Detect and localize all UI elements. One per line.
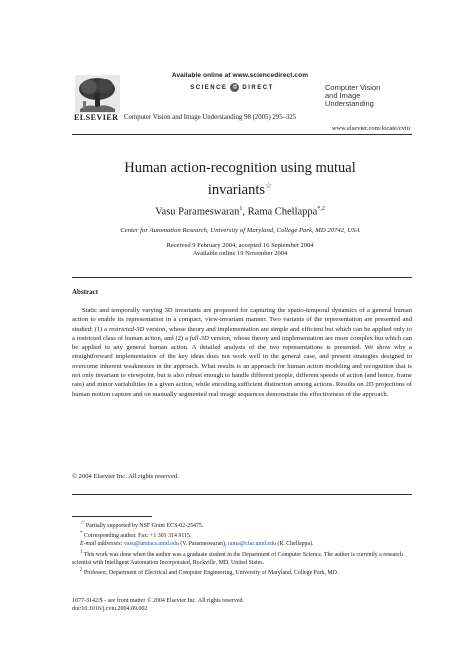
footnote-rule: [72, 516, 152, 517]
author-separator: ,: [242, 206, 248, 218]
elsevier-tree-logo: [75, 75, 120, 113]
abstract-copyright: © 2004 Elsevier Inc. All rights reserved.: [72, 473, 179, 480]
author-2: Rama Chellappa: [247, 206, 318, 218]
title-line-1: Human action-recognition using mutual: [124, 160, 356, 176]
front-matter: [72, 597, 244, 613]
sciencedirect-right: DIRECT: [242, 85, 274, 92]
footnote-4-text: This work was done when the author was a graduate student in the Department of Computer Science. The author is currently a research scientist with Intelligent Automation Incorporated, Rockville, MD, United States.: [72, 551, 403, 566]
journal-logo-line2: and Image: [325, 91, 361, 100]
abstract-part-c: version, whose theory and implementation are more complex but which can be applied to any general human action. A detailed analysis of the two representations is presented. We show why a straightforward implementation of the key ideas does not work well in the general case, and present strategies designed to overcome inherent weaknesses in the approach. What results is an approach for human action modeling and recognition that is not only invariant to viewpoint, but is also robust enough to handle different people, different speeds of action (and hence, frame rate) and minor variabilities in a given action, while encoding sufficient distinction among actions. Results on 2D projections of human motion capture and on manually segmented real image sequences demonstrate the effectiveness of the approach.: [72, 334, 412, 398]
footnote-2: [72, 530, 412, 540]
sciencedirect-left: SCIENCE: [190, 85, 228, 92]
article-dates: [80, 242, 400, 258]
author-1-mark[interactable]: 1: [239, 206, 243, 212]
author-1: Vasu Parameswaran: [155, 206, 240, 218]
journal-url[interactable]: www.elsevier.com/locate/cviu: [331, 125, 410, 132]
abstract-part-a: Static and temporally varying 3D invariants are proposed for capturing the spatio-temporal dynamics of a general human action to enable its representation in a compact, view-invariant manner. Two variants of the representation are presented and studied: (1) a: [72, 307, 412, 333]
footnote-2-mark: *: [80, 531, 83, 537]
journal-logo: [325, 84, 405, 108]
abstract-heading: Abstract: [72, 288, 99, 296]
footnote-1-mark: ☆: [80, 521, 85, 526]
header-rule: [72, 134, 412, 135]
footnote-1-text: Partially supported by NSF Grant ECS-02-25475.: [84, 522, 204, 529]
doi-line[interactable]: doi:10.1016/j.cviu.2004.09.002: [72, 606, 148, 612]
footnote-2-text: Corresponding author. Fax: +1 301 314 9115.: [82, 533, 192, 540]
email-label: E-mail addresses:: [80, 541, 123, 548]
journal-logo-line3: Understanding: [325, 99, 374, 108]
email-link-1[interactable]: vasu@umiacs.umd.edu: [123, 541, 179, 548]
abstract-top-rule: [72, 277, 412, 278]
abstract-part-b: version, whose theory and implementation are simple and efficient but which can be applied only to a restricted class of human action, and (2) a: [72, 325, 412, 342]
title-footnote-mark[interactable]: ☆: [265, 181, 273, 190]
author-2-mark[interactable]: *,2: [317, 206, 325, 212]
received-date: Received 9 February 2004; accepted 16 September 2004: [166, 242, 314, 249]
footnote-5-text: Professor, Department of Electrical and Computer Engineering, University of Maryland, College Park, MD.: [82, 569, 339, 576]
journal-reference: Computer Vision and Image Understanding 98 (2005) 295–325: [124, 114, 297, 121]
available-date: Available online 19 November 2004: [192, 250, 288, 257]
abstract-emphasis-1: restricted-3D: [108, 325, 145, 333]
footnote-1: [72, 520, 412, 530]
footnote-4-mark: 1: [80, 549, 83, 555]
abstract-text: [72, 306, 412, 399]
email-end: (R. Chellappa).: [275, 541, 314, 548]
footnote-3: [72, 540, 412, 548]
footnote-4: [72, 549, 412, 567]
affiliation: Center for Automation Research, University of Maryland, College Park, MD 20742, USA: [120, 227, 360, 234]
abstract-bottom-rule: [72, 494, 412, 495]
title-line-2: invariants: [207, 181, 265, 198]
abstract-emphasis-2: full-3D: [189, 334, 209, 342]
available-online-text: Available online at www.sciencedirect.com: [171, 72, 309, 79]
article-title: [80, 160, 400, 199]
journal-logo-line1: Computer Vision: [325, 83, 381, 92]
footnote-5: [72, 567, 412, 577]
issn-line: 1077-3142/$ - see front matter © 2004 Elsevier Inc. All rights reserved.: [72, 598, 245, 604]
publisher-name: ELSEVIER: [74, 113, 119, 122]
footnote-5-mark: 2: [80, 567, 83, 573]
authors: [80, 206, 400, 218]
sciencedirect-mark: @: [230, 83, 239, 92]
footnotes: [72, 520, 412, 577]
email-mid: (V. Parameswaran),: [178, 541, 228, 548]
email-link-2[interactable]: rama@cfar.umd.edu: [227, 541, 276, 548]
sciencedirect-logo: [152, 83, 312, 92]
